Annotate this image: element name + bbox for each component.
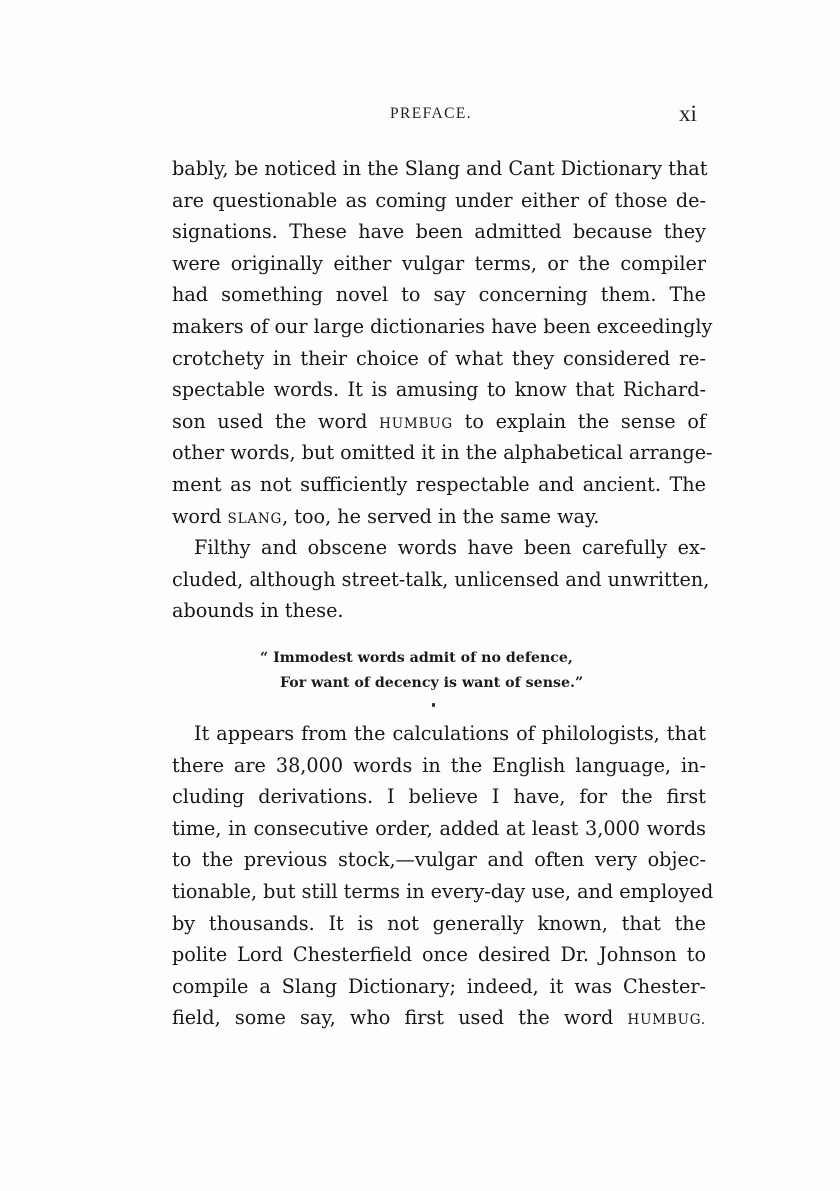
text-line: signations. These have been admitted because they xyxy=(172,220,706,244)
text-line: cluding derivations. I believe I have, for the first xyxy=(172,785,706,809)
page-header xyxy=(0,101,840,133)
text-line: other words, but omitted it in the alphabetical arrange- xyxy=(172,441,713,465)
text-line-humbug-final xyxy=(172,1002,706,1034)
line-text-before: word xyxy=(172,504,228,528)
quotation-line: “ Immodest words admit of no defence, xyxy=(260,650,573,666)
text-line: are questionable as coming under either of those de- xyxy=(172,188,706,212)
small-caps-word: SLANG xyxy=(227,510,283,527)
text-line: makers of our large dictionaries have been exceedingly xyxy=(172,314,713,338)
text-line: polite Lord Chesterfield once desired Dr. Johnson to xyxy=(172,943,706,967)
text-line: ment as not sufficiently respectable and ancient. The xyxy=(172,472,706,496)
line-text-before: field, some say, who first used the word xyxy=(172,1006,628,1030)
print-speck xyxy=(432,703,435,707)
text-line: bably, be noticed in the Slang and Cant Dictionary that xyxy=(172,157,708,180)
line-text-after: , too, he served in the same way. xyxy=(282,504,600,528)
page-number: xi xyxy=(679,101,697,126)
text-line: It appears from the calculations of philologists, that xyxy=(194,722,706,745)
quotation xyxy=(260,646,583,696)
paragraph-1 xyxy=(172,153,713,532)
text-line: tionable, but still terms in every-day use, and employed xyxy=(172,879,714,903)
quotation-line: For want of decency is want of sense.” xyxy=(280,675,584,691)
text-line: abounds in these. xyxy=(172,599,344,623)
small-caps-word: HUMBUG xyxy=(379,415,453,432)
text-line: spectable words. It is amusing to know that Richard- xyxy=(172,378,706,402)
running-title: PREFACE. xyxy=(390,105,472,122)
text-line: crotchety in their choice of what they considered re- xyxy=(172,346,706,370)
text-line: Filthy and obscene words have been carefully ex- xyxy=(194,536,706,559)
text-line-slang xyxy=(172,501,706,533)
text-line-humbug xyxy=(172,406,706,438)
text-line: compile a Slang Dictionary; indeed, it was Chester- xyxy=(172,974,706,998)
line-text-before: son used the word xyxy=(172,409,380,433)
paragraph-2 xyxy=(172,532,710,627)
text-line: to the previous stock,—vulgar and often very objec- xyxy=(172,848,706,872)
small-caps-word: HUMBUG. xyxy=(627,1012,706,1029)
text-line: there are 38,000 words in the English language, in- xyxy=(172,753,706,777)
text-line: by thousands. It is not generally known, that the xyxy=(172,911,706,935)
text-line: had something novel to say concerning them. The xyxy=(172,283,706,307)
line-text-after: to explain the sense of xyxy=(453,409,706,433)
paragraph-3 xyxy=(172,718,714,1034)
text-line: were originally either vulgar terms, or the compiler xyxy=(172,251,706,275)
text-line: cluded, although street-talk, unlicensed and unwritten, xyxy=(172,567,710,591)
text-line: time, in consecutive order, added at least 3,000 words xyxy=(172,816,706,840)
